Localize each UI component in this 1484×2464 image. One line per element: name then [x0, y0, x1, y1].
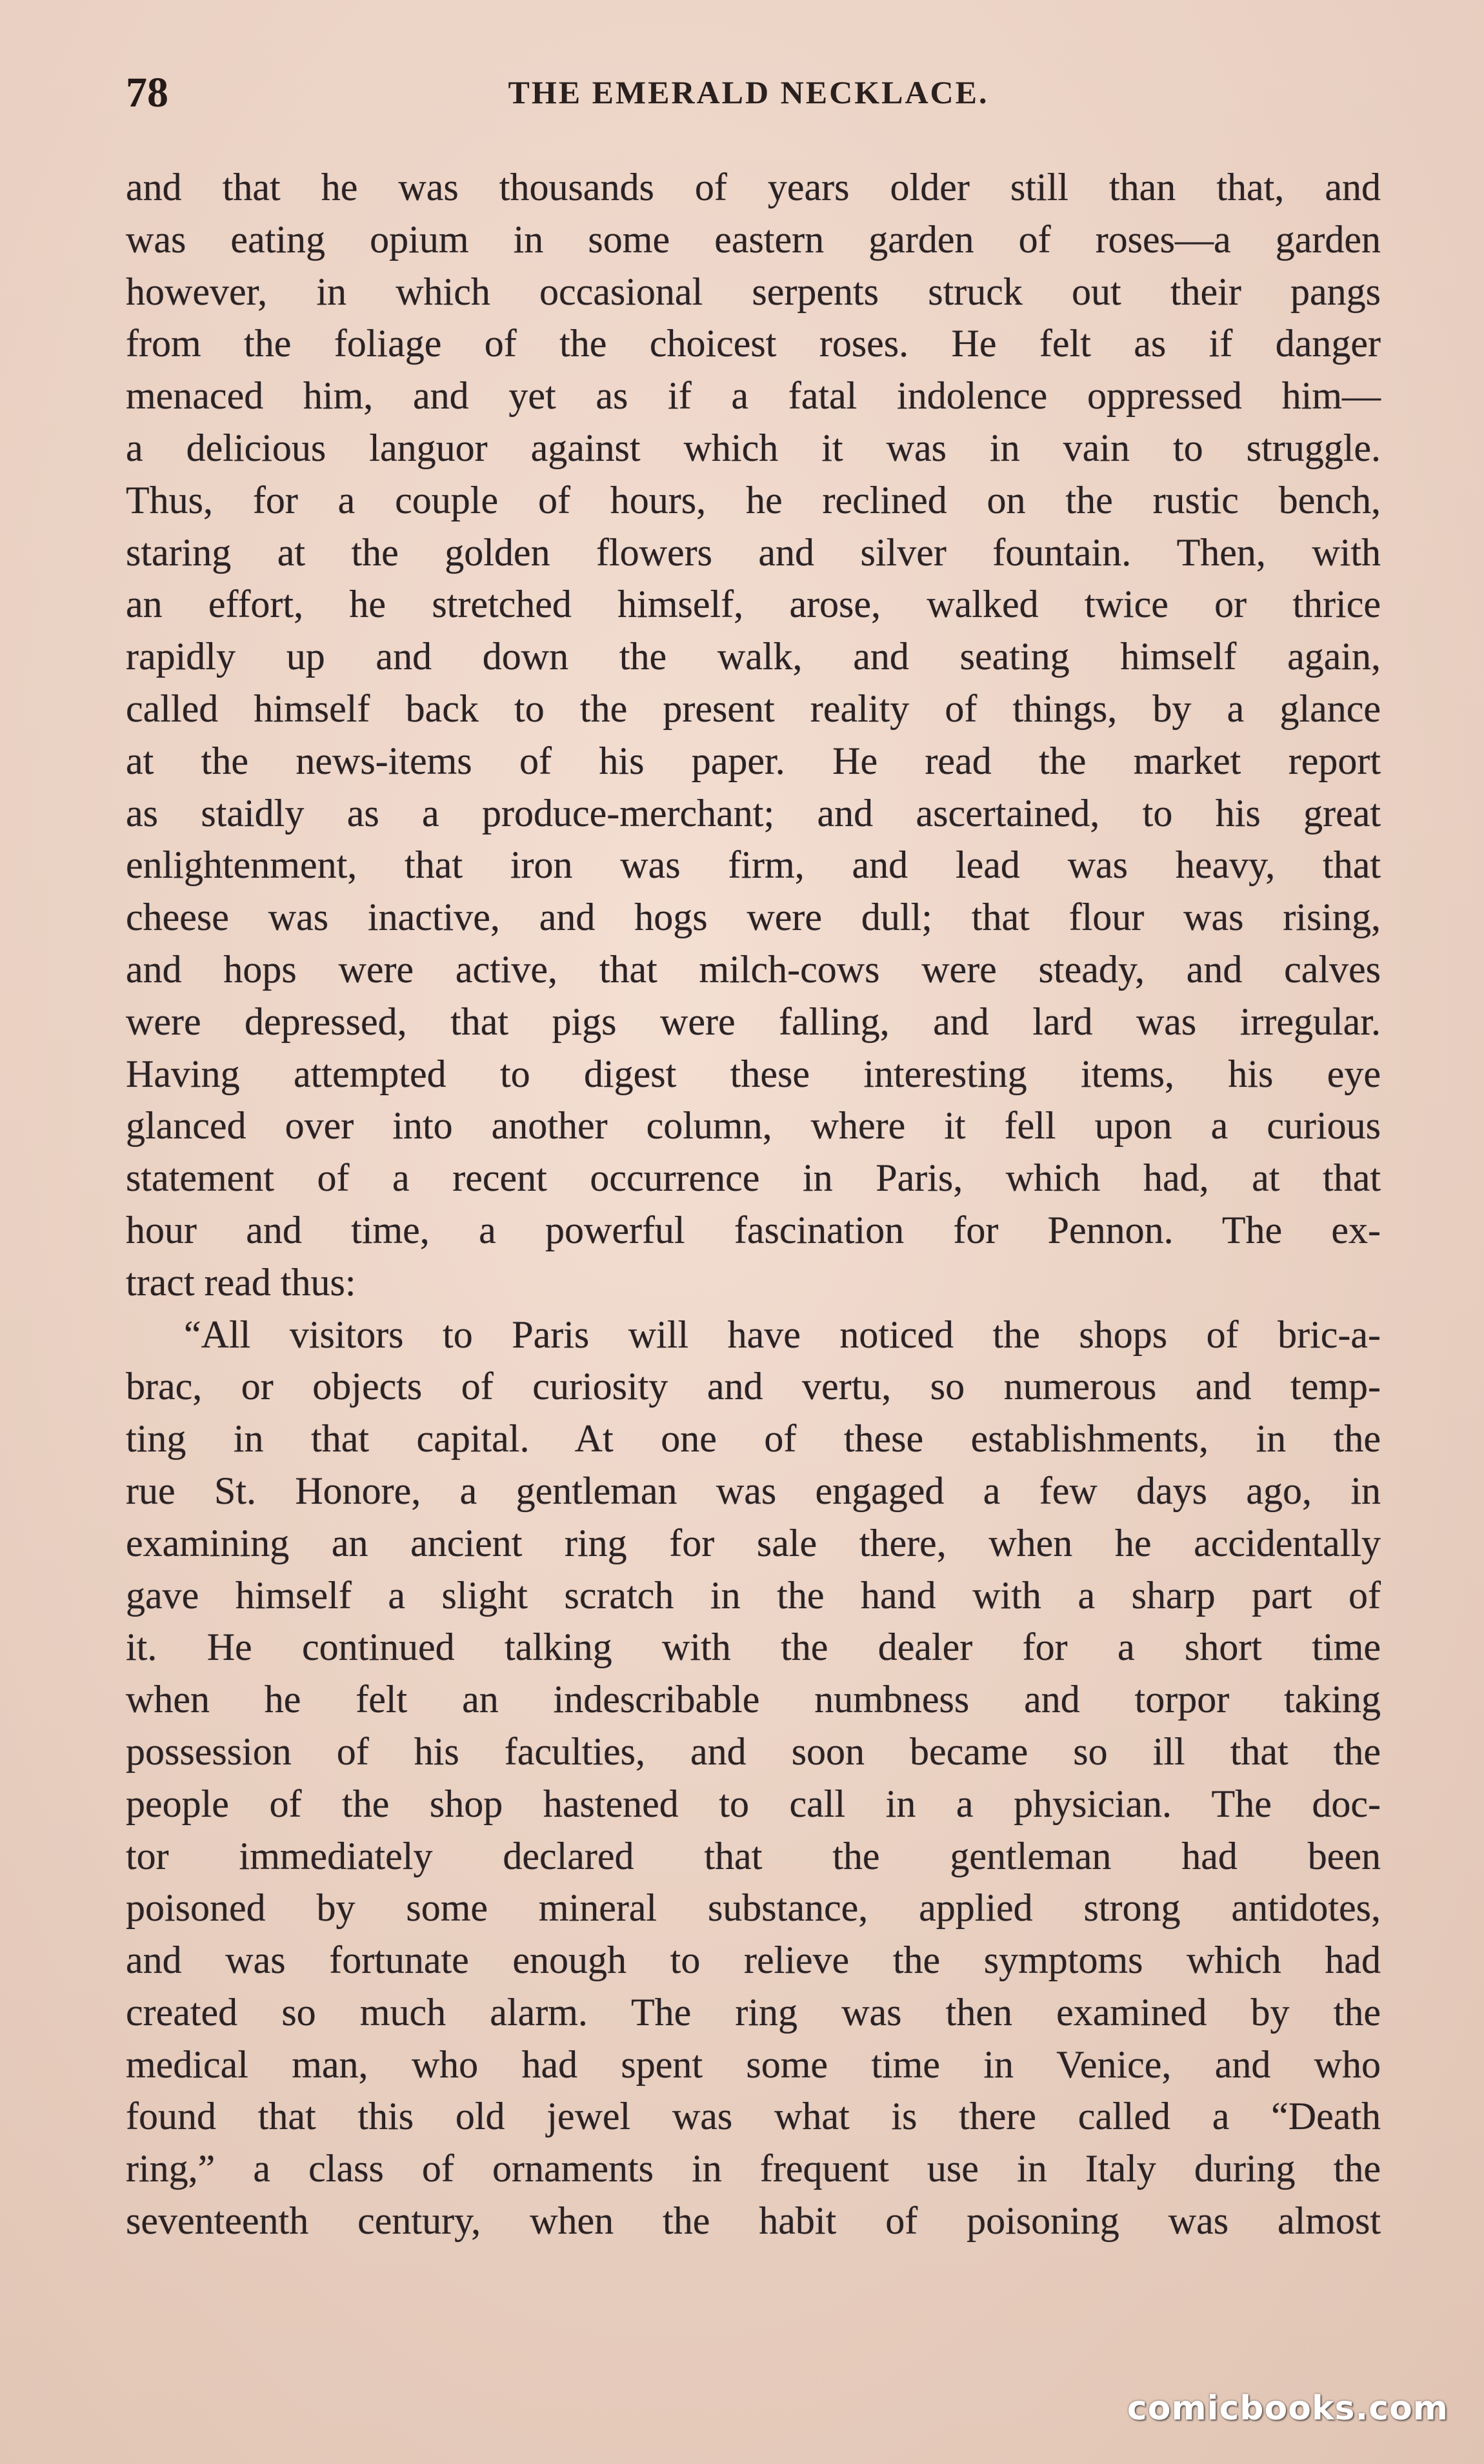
text-line: it. He continued talking with the dealer for a short time [126, 1626, 1381, 1669]
text-line: found that this old jewel was what is there called a “Death [126, 2095, 1381, 2138]
text-line: rapidly up and down the walk, and seating himself again, [126, 635, 1381, 678]
text-line: from the foliage of the choicest roses. He felt as if danger [126, 322, 1381, 365]
text-line: and hops were active, that milch-cows were steady, and calves [126, 947, 1381, 991]
text-line: enlightenment, that iron was firm, and lead was heavy, that [126, 843, 1381, 887]
text-line: and that he was thousands of years older still than that, and [126, 166, 1381, 208]
body-text [126, 161, 1381, 2247]
watermark: comicbooks.com [1127, 2389, 1449, 2428]
text-line: seventeenth century, when the habit of poisoning was almost [126, 2199, 1381, 2243]
text-line: however, in which occasional serpents struck out their pangs [126, 270, 1381, 313]
text-line: hour and time, a powerful fascination for Pennon. The ex- [126, 1208, 1381, 1251]
text-line: gave himself a slight scratch in the hand with a sharp part of [126, 1573, 1381, 1617]
text-line: Having attempted to digest these interesting items, his eye [126, 1052, 1381, 1095]
text-line: at the news-items of his paper. He read the market report [126, 739, 1381, 782]
page-header [116, 62, 1381, 120]
text-line: statement of a recent occurrence in Paris, which had, at that [126, 1156, 1381, 1200]
text-line: ring,” a class of ornaments in frequent use in Italy during the [126, 2147, 1381, 2190]
text-line: tor immediately declared that the gentleman had been [126, 1834, 1381, 1877]
text-line: “All visitors to Paris will have noticed the shops of bric-a- [184, 1313, 1381, 1356]
text-line: examining an ancient ring for sale there, when he accidentally [126, 1521, 1381, 1564]
text-line: tract read thus: [126, 1260, 356, 1304]
text-line: were depressed, that pigs were falling, and lard was irregular. [126, 1000, 1381, 1043]
text-line: created so much alarm. The ring was then examined by the [126, 1990, 1381, 2034]
text-line: cheese was inactive, and hogs were dull; that flour was rising, [126, 896, 1381, 939]
text-line: a delicious languor against which it was in vain to struggle. [126, 426, 1381, 469]
text-line: and was fortunate enough to relieve the symptoms which had [126, 1939, 1381, 1982]
text-line: an effort, he stretched himself, arose, walked twice or thrice [126, 583, 1381, 626]
text-line: brac, or objects of curiosity and vertu, so numerous and temp- [126, 1365, 1381, 1408]
text-line: possession of his faculties, and soon became so ill that the [126, 1730, 1381, 1773]
text-line: people of the shop hastened to call in a physician. The doc- [126, 1782, 1381, 1825]
text-line: was eating opium in some eastern garden of roses—a garden [126, 217, 1381, 261]
text-line: rue St. Honore, a gentleman was engaged a few days ago, in [126, 1469, 1381, 1512]
text-line: menaced him, and yet as if a fatal indolence oppressed him— [126, 374, 1381, 418]
text-line: as staidly as a produce-merchant; and ascertained, to his great [126, 791, 1381, 834]
text-line: glanced over into another column, where it fell upon a curious [126, 1104, 1381, 1147]
text-line: poisoned by some mineral substance, applied strong antidotes, [126, 1886, 1381, 1930]
running-title: THE EMERALD NECKLACE. [508, 74, 989, 110]
text-line: medical man, who had spent some time in Venice, and who [126, 2043, 1381, 2086]
paragraph [126, 161, 1381, 1309]
text-line: staring at the golden flowers and silver fountain. Then, with [126, 530, 1381, 574]
page-number: 78 [126, 69, 168, 116]
text-line: when he felt an indescribable numbness and torpor taking [126, 1678, 1381, 1721]
paragraph [126, 1309, 1381, 2247]
text-line: called himself back to the present reality of things, by a glance [126, 687, 1381, 730]
text-line: Thus, for a couple of hours, he reclined on the rustic bench, [126, 478, 1381, 521]
text-line: ting in that capital. At one of these establishments, in the [126, 1417, 1381, 1460]
